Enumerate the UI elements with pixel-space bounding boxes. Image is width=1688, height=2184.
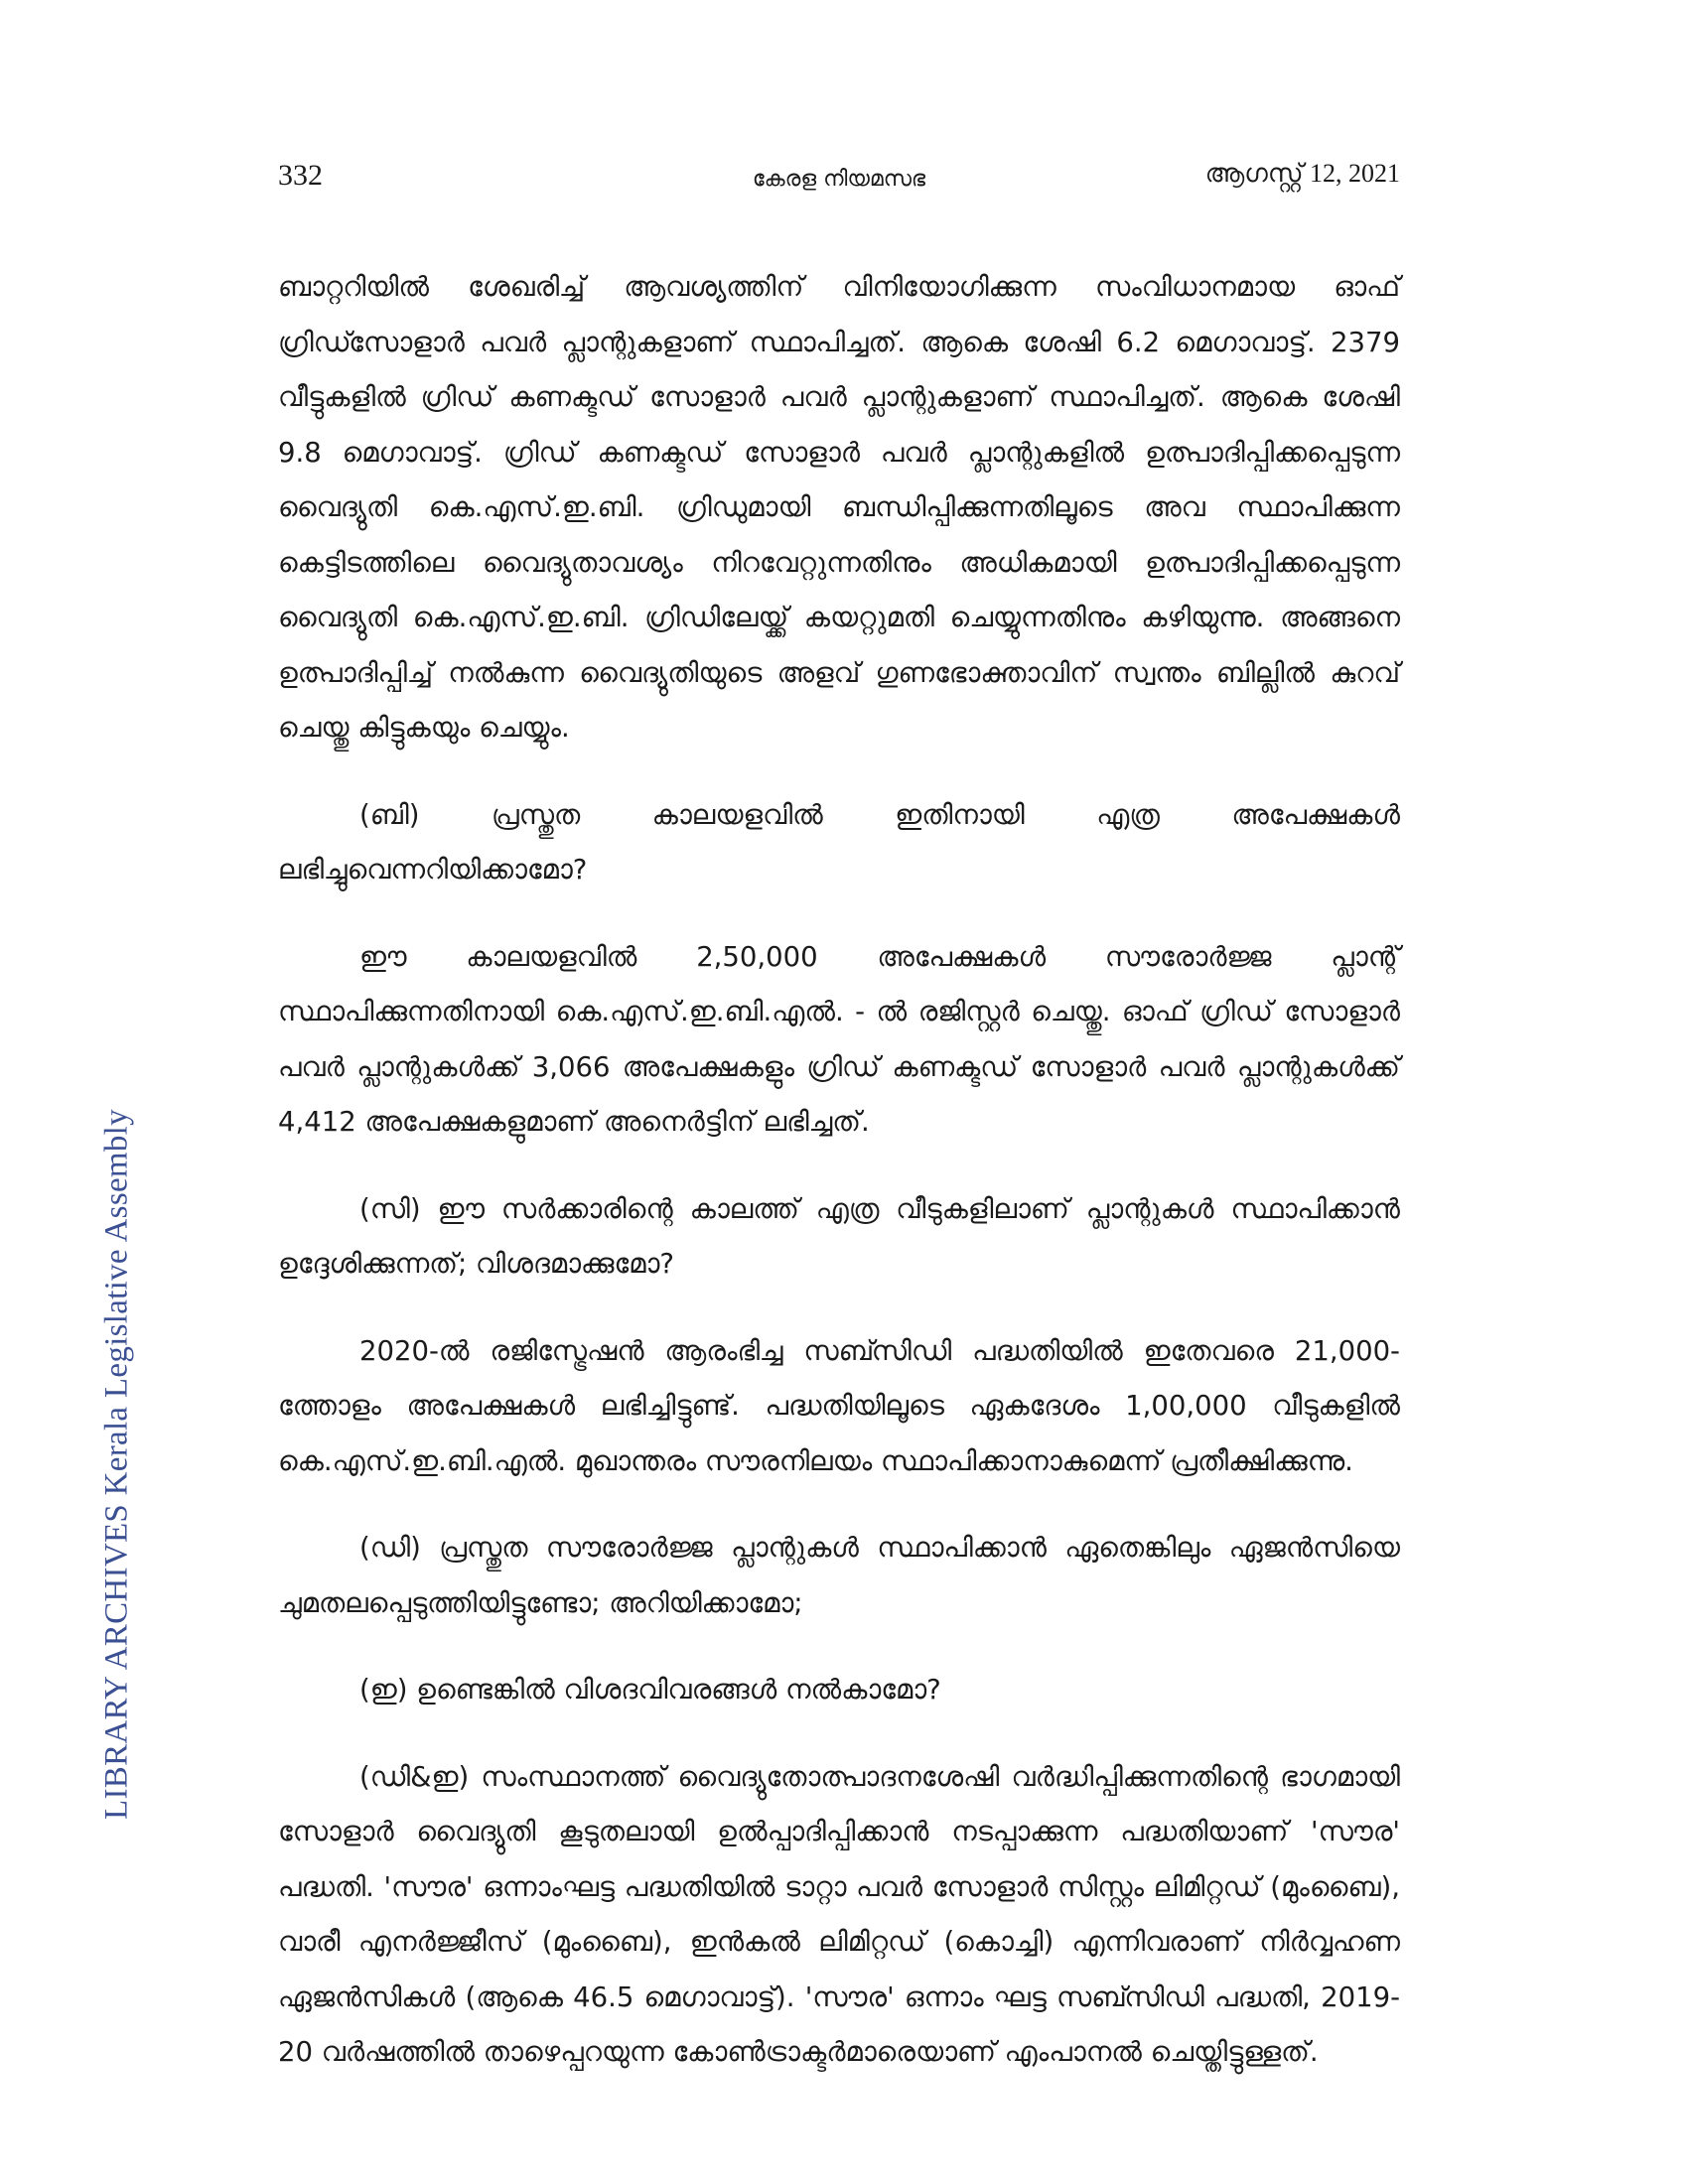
- question-c: (സി) ഈ സർക്കാരിന്റെ കാലത്ത് എത്ര വീടുകളിലാണ് പ്ലാന്റുകൾ സ്ഥാപിക്കാൻ ഉദ്ദേശിക്കുന്നത്; വിശദമാക്കുമോ?: [278, 1192, 1400, 1280]
- answer-d-e: (ഡി&ഇ) സംസ്ഥാനത്ത് വൈദ്യുതോത്പാദനശേഷി വർദ്ധിപ്പിക്കുന്നതിന്റെ ഭാഗമായി സോളാർ വൈദ്യുതി കൂടുതലായി ഉൽപ്പാദിപ്പിക്കാൻ നടപ്പാക്കുന്ന പദ്ധതിയാണ് 'സൗര' പദ്ധതി. 'സൗര' ഒന്നാംഘട്ട പദ്ധതിയിൽ ടാറ്റാ പവർ സോളാർ സിസ്റ്റം ലിമിറ്റഡ് (മുംബൈ), വാരീ എനർജ്ജീസ് (മുംബൈ), ഇൻകൽ ലിമിറ്റഡ് (കൊച്ചി) എന്നിവരാണ് നിർവ്വഹണ ഏജൻസികൾ (ആകെ 46.5 മെഗാവാട്ട്). 'സൗര' ഒന്നാം ഘട്ട സബ്സിഡി പദ്ധതി, 2019-20 വർഷത്തിൽ താഴെപ്പറയുന്ന കോൺട്രാക്ടർമാരെയാണ് എംപാനൽ ചെയ്തിട്ടുള്ളത്.: [278, 1760, 1400, 2068]
- document-body: [278, 260, 1400, 2113]
- question-d: (ഡി) പ്രസ്തുത സൗരോർജ്ജ പ്ലാന്റുകൾ സ്ഥാപിക്കാൻ ഏതെങ്കിലും ഏജൻസിയെ ചുമതലപ്പെടുത്തിയിട്ടുണ്ടോ; അറിയിക്കാമോ;: [278, 1532, 1400, 1619]
- question-b: (ബി) പ്രസ്തുത കാലയളവിൽ ഇതിനായി എത്ര അപേക്ഷകൾ ലഭിച്ചുവെന്നറിയിക്കാമോ?: [278, 798, 1400, 886]
- running-title: കേരള നിയമസഭ: [752, 167, 926, 192]
- answer-b: ഈ കാലയളവിൽ 2,50,000 അപേക്ഷകൾ സൗരോർജ്ജ പ്ലാന്റ് സ്ഥാപിക്കുന്നതിനായി കെ.എസ്.ഇ.ബി.എൽ. - ൽ രജിസ്റ്റർ ചെയ്തു. ഓഫ് ഗ്രിഡ് സോളാർ പവർ പ്ലാന്റുകൾക്ക് 3,066 അപേക്ഷകളും ഗ്രിഡ് കണക്ടഡ് സോളാർ പവർ പ്ലാന്റുകൾക്ക് 4,412 അപേക്ഷകളുമാണ് അനെർട്ടിന് ലഭിച്ചത്.: [278, 940, 1400, 1138]
- answer-paragraph-continued: ബാറ്ററിയിൽ ശേഖരിച്ച് ആവശ്യത്തിന് വിനിയോഗിക്കുന്ന സംവിധാനമായ ഓഫ് ഗ്രിഡ്സോളാർ പവർ പ്ലാന്റുകളാണ് സ്ഥാപിച്ചത്. ആകെ ശേഷി 6.2 മെഗാവാട്ട്. 2379 വീട്ടുകളിൽ ഗ്രിഡ് കണക്ടഡ് സോളാർ പവർ പ്ലാന്റുകളാണ് സ്ഥാപിച്ചത്. ആകെ ശേഷി 9.8 മെഗാവാട്ട്. ഗ്രിഡ് കണക്ടഡ് സോളാർ പവർ പ്ലാന്റുകളിൽ ഉത്പാദിപ്പിക്കപ്പെടുന്ന വൈദ്യുതി കെ.എസ്.ഇ.ബി. ഗ്രിഡുമായി ബന്ധിപ്പിക്കുന്നതിലൂടെ അവ സ്ഥാപിക്കുന്ന കെട്ടിടത്തിലെ വൈദ്യുതാവശ്യം നിറവേറ്റുന്നതിനും അധികമായി ഉത്പാദിപ്പിക്കപ്പെടുന്ന വൈദ്യുതി കെ.എസ്.ഇ.ബി. ഗ്രിഡിലേയ്ക്ക് കയറ്റുമതി ചെയ്യുന്നതിനും കഴിയുന്നു. അങ്ങനെ ഉത്പാദിപ്പിച്ച് നൽകുന്ന വൈദ്യുതിയുടെ അളവ് ഗുണഭോക്താവിന് സ്വന്തം ബില്ലിൽ കുറവ് ചെയ്തു കിട്ടുകയും ചെയ്യും.: [278, 271, 1400, 744]
- question-e: (ഇ) ഉണ്ടെങ്കിൽ വിശദവിവരങ്ങൾ നൽകാമോ?: [359, 1674, 941, 1706]
- page-number: 332: [278, 159, 323, 192]
- archive-watermark: LIBRARY ARCHIVES Kerala Legislative Assembly: [98, 1109, 135, 1820]
- header-date: ആഗസ്റ്റ് 12, 2021: [1204, 159, 1400, 188]
- page-header: [278, 159, 1400, 208]
- answer-c: 2020-ൽ രജിസ്ട്രേഷൻ ആരംഭിച്ച സബ്സിഡി പദ്ധതിയിൽ ഇതേവരെ 21,000-ത്തോളം അപേക്ഷകൾ ലഭിച്ചിട്ടുണ്ട്. പദ്ധതിയിലൂടെ ഏകദേശം 1,00,000 വീടുകളിൽ കെ.എസ്.ഇ.ബി.എൽ. മുഖാന്തരം സൗരനിലയം സ്ഥാപിക്കാനാകുമെന്ന് പ്രതീക്ഷിക്കുന്നു.: [278, 1334, 1400, 1477]
